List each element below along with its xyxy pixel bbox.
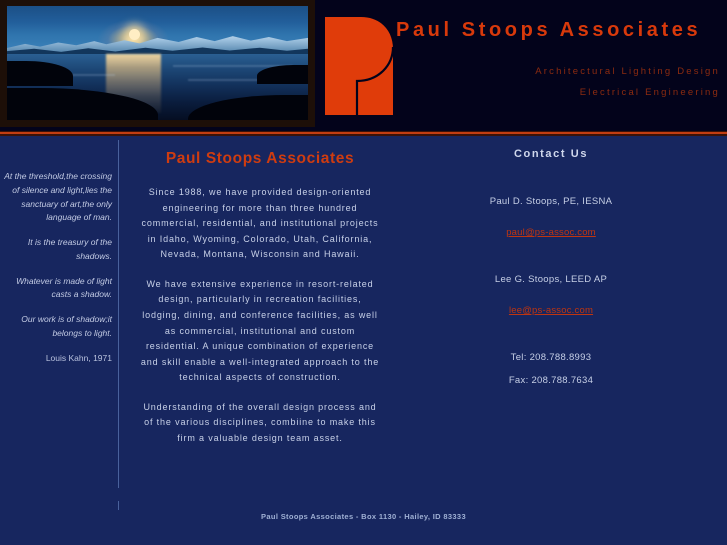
photo-rock-right xyxy=(257,65,308,83)
quote-column xyxy=(0,170,112,365)
email-link-paul[interactable]: paul@ps-assoc.com xyxy=(506,227,596,238)
moonlit-lake-photo xyxy=(7,6,308,120)
moon-icon xyxy=(129,29,140,40)
stylized-p-logo-icon[interactable] xyxy=(321,13,395,119)
quote-author: Louis Kahn, 1971 xyxy=(45,352,112,363)
body-paragraph: Understanding of the overall design process and of the various disciplines, combiine to make this firm a valuable design team asset. xyxy=(143,401,377,443)
quote-line: At the threshold,the crossing of silence and light,lies the sanctuary of art,the only language of man. xyxy=(4,171,112,223)
site-header xyxy=(0,0,727,131)
header-photo-frame xyxy=(0,0,315,127)
column-divider xyxy=(118,140,119,488)
site-footer xyxy=(0,502,727,545)
page-title: Paul Stoops Associates xyxy=(165,150,355,167)
email-link-lee[interactable]: lee@ps-assoc.com xyxy=(508,305,594,316)
page-body xyxy=(0,136,727,502)
fax-number: Fax: 208.788.7634 xyxy=(508,375,594,386)
quote-line: Whatever is made of light casts a shadow. xyxy=(16,275,112,300)
main-content-column xyxy=(140,150,380,460)
body-paragraph: Since 1988, we have provided design-oriented engineering for more than three hundred commercial, residential, and institutional projects in Idaho, Wyoming, Colorado, Utah, California, Nevada, Montana, Wisconsin and Hawaii. xyxy=(141,187,379,260)
contact-heading: Contact Us xyxy=(513,148,589,160)
tagline-electrical-engineering: Electrical Engineering xyxy=(579,87,720,98)
body-paragraph: We have extensive experience in resort-related design, particularly in recreation facilities, lodging, dining, and conference facilities, as well as commercial, institutional and custom residential. A unique combination of experience and skill enable a well-integrated approach to the technical aspects of construction. xyxy=(140,278,380,383)
contact-column xyxy=(440,148,662,398)
telephone-number: Tel: 208.788.8993 xyxy=(510,352,592,363)
quote-line: It is the treasury of the shadows. xyxy=(27,237,112,261)
contact-person-name: Lee G. Stoops, LEED AP xyxy=(494,274,608,285)
column-divider-footer xyxy=(118,501,119,510)
contact-person-name: Paul D. Stoops, PE, IESNA xyxy=(489,196,613,207)
quote-line: Our work is of shadow;it belongs to light. xyxy=(21,314,112,338)
tagline-lighting-design: Architectural Lighting Design xyxy=(535,66,720,77)
brand-title: Paul Stoops Associates xyxy=(396,19,702,41)
footer-address: Paul Stoops Associates - Box 1130 - Hailey, ID 83333 xyxy=(261,512,466,521)
